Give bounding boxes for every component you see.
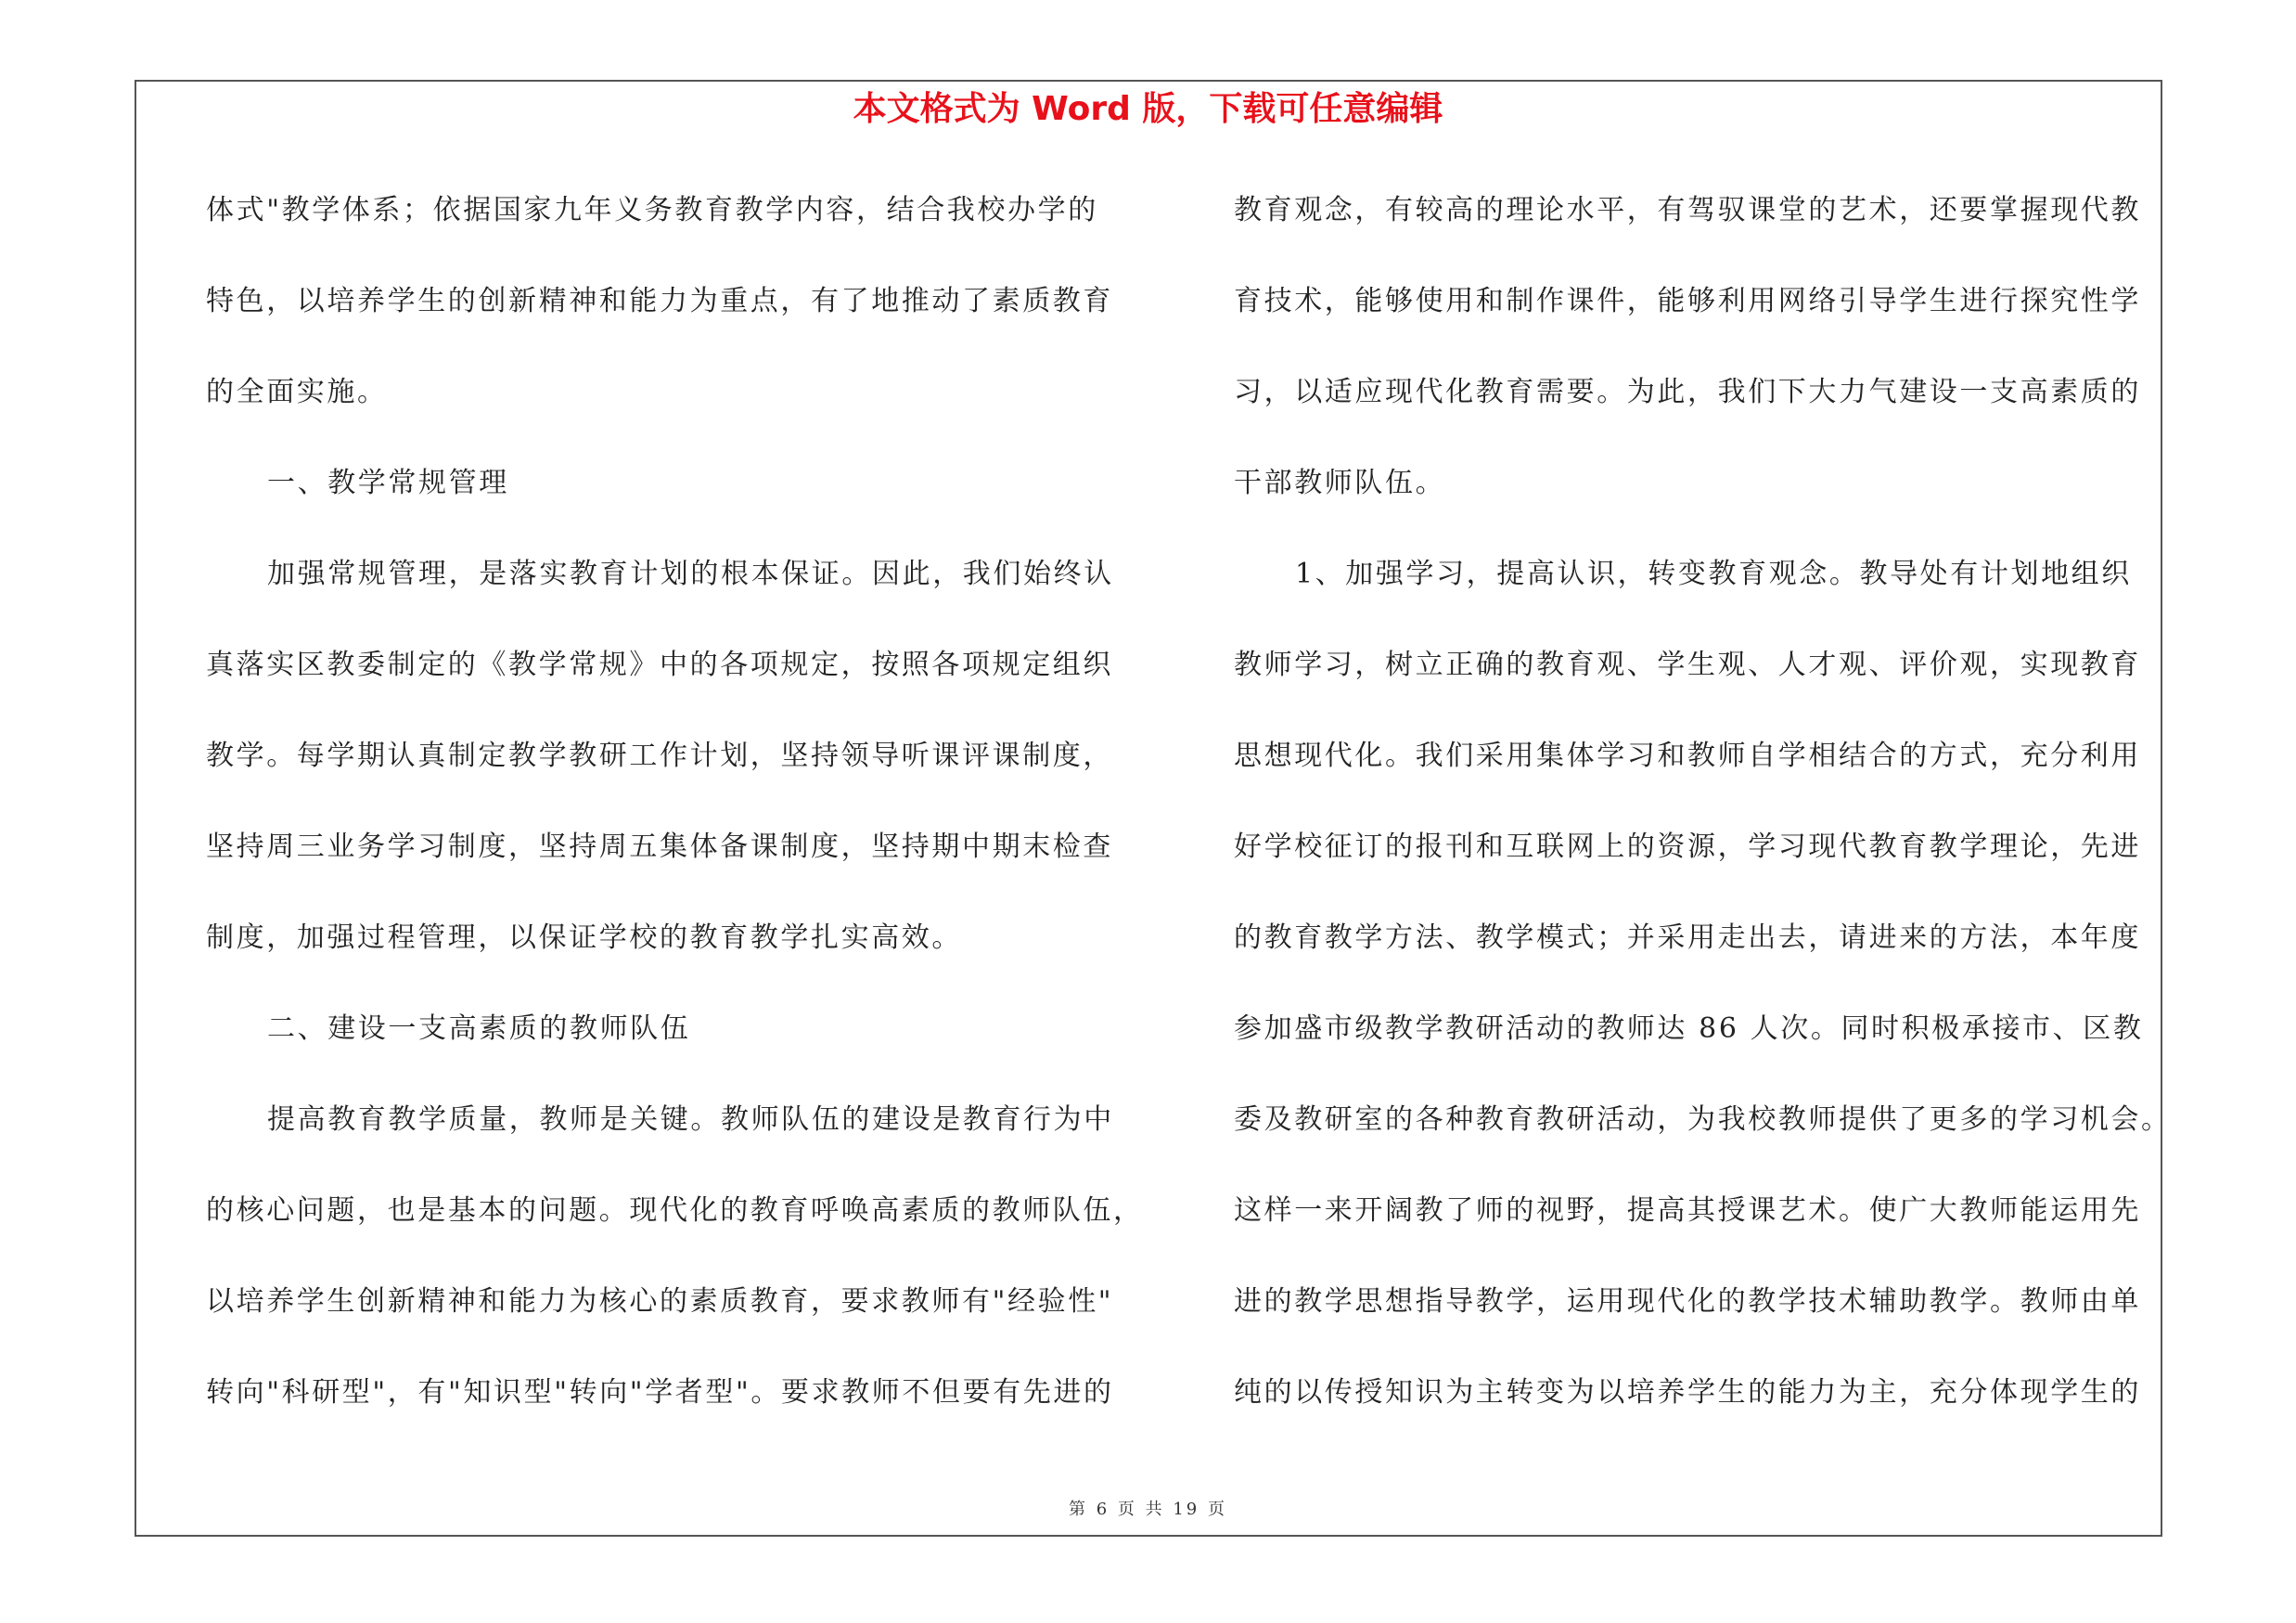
text-line: 进的教学思想指导教学，运用现代化的教学技术辅助教学。教师由单 <box>1234 1285 2141 1318</box>
numbered-paragraph-start: 1、加强学习，提高认识，转变教育观念。教导处有计划地组织 <box>1295 558 2132 590</box>
text-line: 育技术，能够使用和制作课件，能够利用网络引导学生进行探究性学 <box>1234 285 2141 317</box>
right-column <box>1234 184 2172 1457</box>
section-heading: 一、教学常规管理 <box>267 467 509 499</box>
text-line: 的核心问题，也是基本的问题。现代化的教育呼唤高素质的教师队伍， <box>206 1194 1144 1227</box>
text-line: 好学校征订的报刊和互联网上的资源，学习现代教育教学理论，先进 <box>1234 831 2141 863</box>
text-line: 习，以适应现代化教育需要。为此，我们下大力气建设一支高素质的 <box>1234 376 2141 408</box>
text-line: 制度，加强过程管理，以保证学校的教育教学扎实高效。 <box>206 921 962 954</box>
text-line: 转向"科研型"，有"知识型"转向"学者型"。要求教师不但要有先进的 <box>206 1376 1114 1409</box>
text-line: 干部教师队伍。 <box>1234 467 1446 499</box>
text-line: 教师学习，树立正确的教育观、学生观、人才观、评价观，实现教育 <box>1234 649 2141 681</box>
text-line: 的教育教学方法、教学模式；并采用走出去，请进来的方法，本年度 <box>1234 921 2141 954</box>
text-line: 思想现代化。我们采用集体学习和教师自学相结合的方式，充分利用 <box>1234 740 2141 772</box>
page-number-footer: 第 6 页 共 19 页 <box>1069 1500 1227 1519</box>
text-line: 加强常规管理，是落实教育计划的根本保证。因此，我们始终认 <box>267 558 1114 590</box>
text-line: 坚持周三业务学习制度，坚持周五集体备课制度，坚持期中期末检查 <box>206 831 1113 863</box>
section-heading: 二、建设一支高素质的教师队伍 <box>267 1012 691 1045</box>
text-line: 以培养学生创新精神和能力为核心的素质教育，要求教师有"经验性" <box>206 1285 1114 1318</box>
text-line: 委及教研室的各种教育教研活动，为我校教师提供了更多的学习机会。 <box>1234 1103 2172 1136</box>
text-line: 纯的以传授知识为主转变为以培养学生的能力为主，充分体现学生的 <box>1234 1376 2141 1409</box>
left-column <box>206 184 1143 1457</box>
text-line: 这样一来开阔教了师的视野，提高其授课艺术。使广大教师能运用先 <box>1234 1194 2141 1227</box>
text-line: 提高教育教学质量，教师是关键。教师队伍的建设是教育行为中 <box>267 1103 1114 1136</box>
document-banner: 本文格式为 Word 版，下载可任意编辑 <box>853 90 1443 128</box>
text-line: 的全面实施。 <box>206 376 388 408</box>
text-line: 教学。每学期认真制定教学教研工作计划，坚持领导听课评课制度， <box>206 740 1113 772</box>
text-line: 特色，以培养学生的创新精神和能力为重点，有了地推动了素质教育 <box>206 285 1113 317</box>
text-line: 参加盛市级教学教研活动的教师达 86 人次。同时积极承接市、区教 <box>1234 1012 2144 1045</box>
text-line: 真落实区教委制定的《教学常规》中的各项规定，按照各项规定组织 <box>206 649 1113 681</box>
text-line: 体式"教学体系；依据国家九年义务教育教学内容，结合我校办学的 <box>206 194 1098 226</box>
text-line: 教育观念，有较高的理论水平，有驾驭课堂的艺术，还要掌握现代教 <box>1234 194 2141 226</box>
